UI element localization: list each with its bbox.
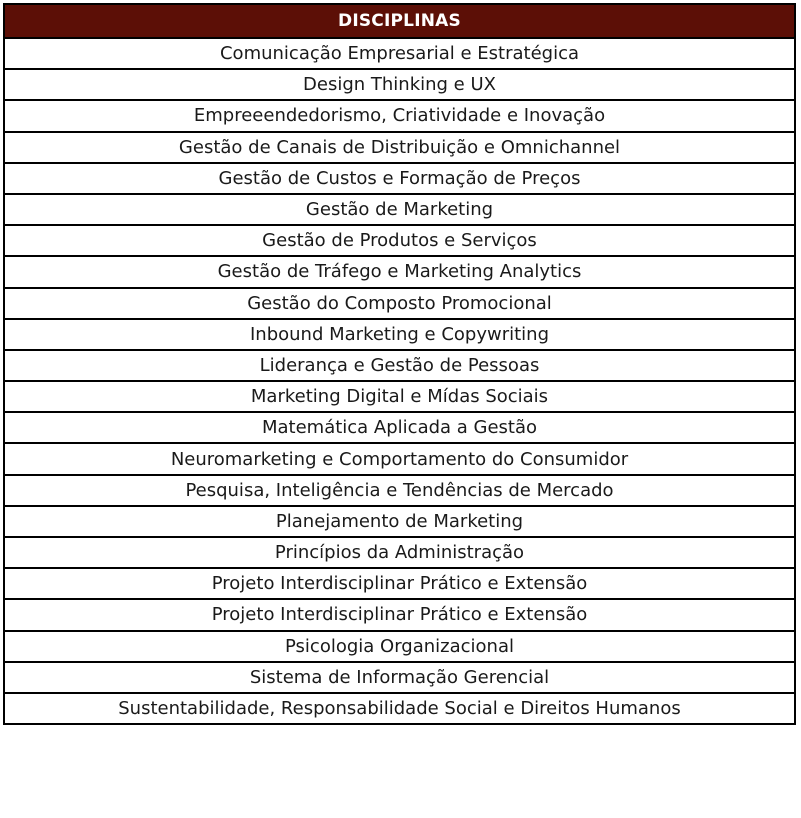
discipline-cell: Comunicação Empresarial e Estratégica bbox=[4, 38, 795, 69]
table-row bbox=[4, 163, 795, 194]
discipline-cell: Neuromarketing e Comportamento do Consumidor bbox=[4, 443, 795, 474]
disciplinas-table bbox=[3, 3, 796, 725]
table-row bbox=[4, 693, 795, 724]
table-row bbox=[4, 568, 795, 599]
discipline-cell: Planejamento de Marketing bbox=[4, 506, 795, 537]
table-row bbox=[4, 599, 795, 630]
table-row bbox=[4, 100, 795, 131]
discipline-cell: Empreeendedorismo, Criatividade e Inovação bbox=[4, 100, 795, 131]
header-title: DISCIPLINAS bbox=[4, 4, 795, 38]
discipline-cell: Projeto Interdisciplinar Prático e Extensão bbox=[4, 599, 795, 630]
discipline-cell: Gestão de Marketing bbox=[4, 194, 795, 225]
discipline-cell: Gestão do Composto Promocional bbox=[4, 288, 795, 319]
discipline-cell: Psicologia Organizacional bbox=[4, 631, 795, 662]
table-row bbox=[4, 194, 795, 225]
table-row bbox=[4, 537, 795, 568]
discipline-cell: Matemática Aplicada a Gestão bbox=[4, 412, 795, 443]
discipline-cell: Projeto Interdisciplinar Prático e Extensão bbox=[4, 568, 795, 599]
table-row bbox=[4, 350, 795, 381]
table-row bbox=[4, 225, 795, 256]
table-row bbox=[4, 631, 795, 662]
table-row bbox=[4, 288, 795, 319]
table-row bbox=[4, 319, 795, 350]
discipline-cell: Liderança e Gestão de Pessoas bbox=[4, 350, 795, 381]
discipline-cell: Inbound Marketing e Copywriting bbox=[4, 319, 795, 350]
discipline-cell: Pesquisa, Inteligência e Tendências de Mercado bbox=[4, 475, 795, 506]
discipline-cell: Gestão de Tráfego e Marketing Analytics bbox=[4, 256, 795, 287]
discipline-cell: Gestão de Canais de Distribuição e Omnichannel bbox=[4, 132, 795, 163]
table-row bbox=[4, 381, 795, 412]
table-row bbox=[4, 475, 795, 506]
discipline-cell: Sistema de Informação Gerencial bbox=[4, 662, 795, 693]
header-row bbox=[4, 4, 795, 38]
table-row bbox=[4, 506, 795, 537]
discipline-cell: Marketing Digital e Mídas Sociais bbox=[4, 381, 795, 412]
table-row bbox=[4, 69, 795, 100]
table-body bbox=[4, 38, 795, 724]
table-row bbox=[4, 38, 795, 69]
discipline-cell: Sustentabilidade, Responsabilidade Social e Direitos Humanos bbox=[4, 693, 795, 724]
table-row bbox=[4, 443, 795, 474]
discipline-cell: Design Thinking e UX bbox=[4, 69, 795, 100]
discipline-cell: Gestão de Custos e Formação de Preços bbox=[4, 163, 795, 194]
table-row bbox=[4, 412, 795, 443]
discipline-cell: Princípios da Administração bbox=[4, 537, 795, 568]
discipline-cell: Gestão de Produtos e Serviços bbox=[4, 225, 795, 256]
table-row bbox=[4, 132, 795, 163]
table-row bbox=[4, 662, 795, 693]
table-row bbox=[4, 256, 795, 287]
